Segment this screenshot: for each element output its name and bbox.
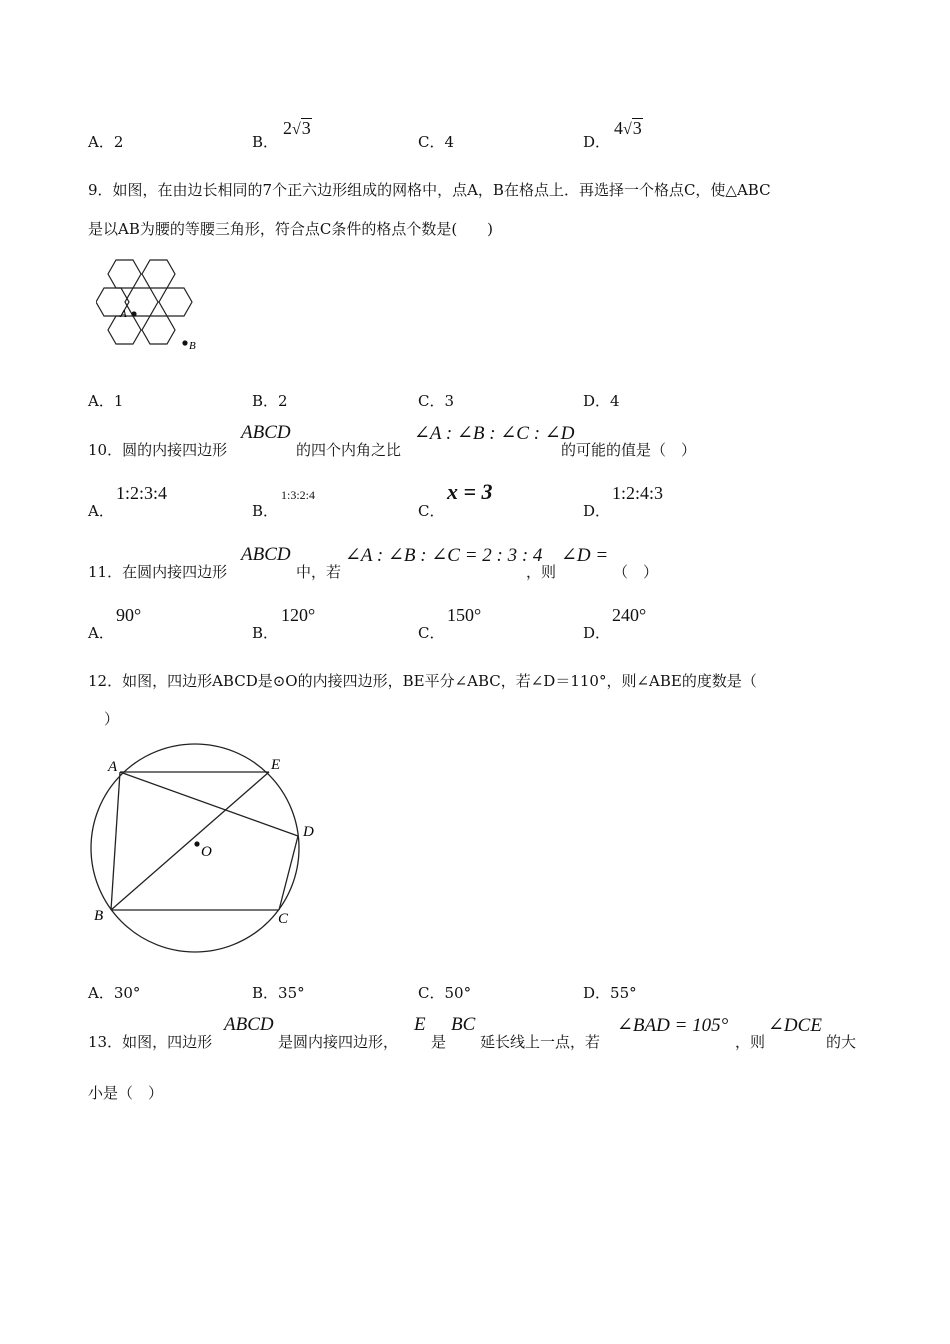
q10-option-c-value: x = 3: [447, 479, 493, 504]
q13-math-e: E: [414, 1014, 426, 1035]
q13-math-bad: ∠BAD = 105°: [617, 1015, 729, 1036]
q10-option-a-label[interactable]: A．: [88, 502, 114, 520]
q13-line2: 小是（ ）: [88, 1084, 164, 1102]
q10-option-b-label[interactable]: B．: [252, 502, 279, 520]
q13-suffix: 的大: [826, 1033, 857, 1051]
q11-math-angle-d: ∠D =: [561, 545, 609, 566]
q12-line2: ）: [104, 710, 120, 728]
q11-suffix: （ ）: [613, 563, 659, 581]
label-b: B: [94, 908, 104, 924]
q10-option-a-value: 1:2:3:4: [116, 483, 168, 503]
label-e: E: [271, 757, 281, 773]
q11-option-b-label[interactable]: B．: [252, 624, 279, 642]
q12-option-b[interactable]: B．35°: [252, 984, 305, 1002]
q13-mid2: 是: [431, 1033, 447, 1051]
q9-line1: 9．如图，在由边长相同的7个正六边形组成的网格中，点A，B在格点上．再选择一个格点C，使△ABC: [88, 181, 771, 199]
label-c: C: [278, 911, 289, 927]
q10-option-b-value: 1:3:2:4: [281, 488, 316, 502]
q8-option-c[interactable]: C．4: [418, 133, 455, 151]
q11-math-ratio: ∠A : ∠B : ∠C = 2 : 3 : 4: [345, 545, 543, 566]
q11-option-d-value: 240°: [612, 605, 647, 625]
q13-math-bc: BC: [451, 1014, 476, 1035]
point-b-marker: [182, 340, 187, 345]
q9-option-d[interactable]: D．4: [583, 392, 620, 410]
q11-option-c-label[interactable]: C．: [418, 624, 445, 642]
q13-math-abcd: ABCD: [224, 1014, 274, 1035]
q11-option-d-label[interactable]: D．: [583, 624, 611, 642]
point-a-label: A: [120, 308, 127, 320]
center-o-marker: [194, 841, 199, 846]
q13-math-dce: ∠DCE: [768, 1015, 822, 1036]
q10-mid: 的四个内角之比: [296, 441, 402, 459]
q9-option-c[interactable]: C．3: [418, 392, 455, 410]
q12-line1: 12．如图，四边形ABCD是⊙O的内接四边形，BE平分∠ABC，若∠D＝110°，则∠ABE的度数是（: [88, 672, 757, 690]
q11-option-a-label[interactable]: A．: [88, 624, 114, 642]
q13-prefix: 13．如图，四边形: [88, 1033, 213, 1051]
q10-option-d-value: 1:2:4:3: [612, 483, 664, 503]
q9-line2: 是以AB为腰的等腰三角形，符合点C条件的格点个数是( ): [88, 220, 494, 238]
q10-suffix: 的可能的值是（ ）: [561, 441, 697, 459]
q11-mid: 中，若: [296, 563, 342, 581]
q11-mid2: ，则: [526, 563, 557, 581]
hexagon-grid-figure: [96, 255, 210, 359]
label-d: D: [303, 824, 314, 840]
q8-option-d-label[interactable]: D．: [583, 133, 611, 151]
q11-option-c-value: 150°: [447, 605, 482, 625]
q10-prefix: 10．圆的内接四边形: [88, 441, 228, 459]
q10-math-abcd: ABCD: [241, 422, 291, 443]
circle-o: [91, 744, 299, 952]
q12-option-d[interactable]: D．55°: [583, 984, 637, 1002]
circle-quadrilateral-figure: [86, 736, 326, 958]
point-b-label: B: [189, 340, 196, 352]
q13-mid3: 延长线上一点，若: [480, 1033, 601, 1051]
q11-prefix: 11．在圆内接四边形: [88, 563, 228, 581]
q10-math-angles: ∠A : ∠B : ∠C : ∠D: [414, 423, 575, 444]
q12-option-c[interactable]: C．50°: [418, 984, 472, 1002]
q10-option-d-label[interactable]: D．: [583, 502, 611, 520]
label-a: A: [108, 759, 118, 775]
q10-option-c-label[interactable]: C．: [418, 502, 445, 520]
q12-option-a[interactable]: A．30°: [88, 984, 141, 1002]
q11-math-abcd: ABCD: [241, 544, 291, 565]
q13-mid4: ，则: [735, 1033, 766, 1051]
q11-option-a-value: 90°: [116, 605, 142, 625]
q8-option-b-label[interactable]: B．: [252, 133, 279, 151]
q9-option-b[interactable]: B．2: [252, 392, 288, 410]
q8-option-a[interactable]: A．2: [88, 133, 124, 151]
q9-option-a[interactable]: A．1: [88, 392, 124, 410]
point-a-marker: [131, 311, 136, 316]
q11-option-b-value: 120°: [281, 605, 316, 625]
q13-mid1: 是圆内接四边形，: [278, 1033, 399, 1051]
q8-option-b-value: 2√3: [283, 118, 311, 138]
q8-option-d-value: 4√3: [614, 118, 642, 138]
label-o: O: [201, 844, 212, 860]
